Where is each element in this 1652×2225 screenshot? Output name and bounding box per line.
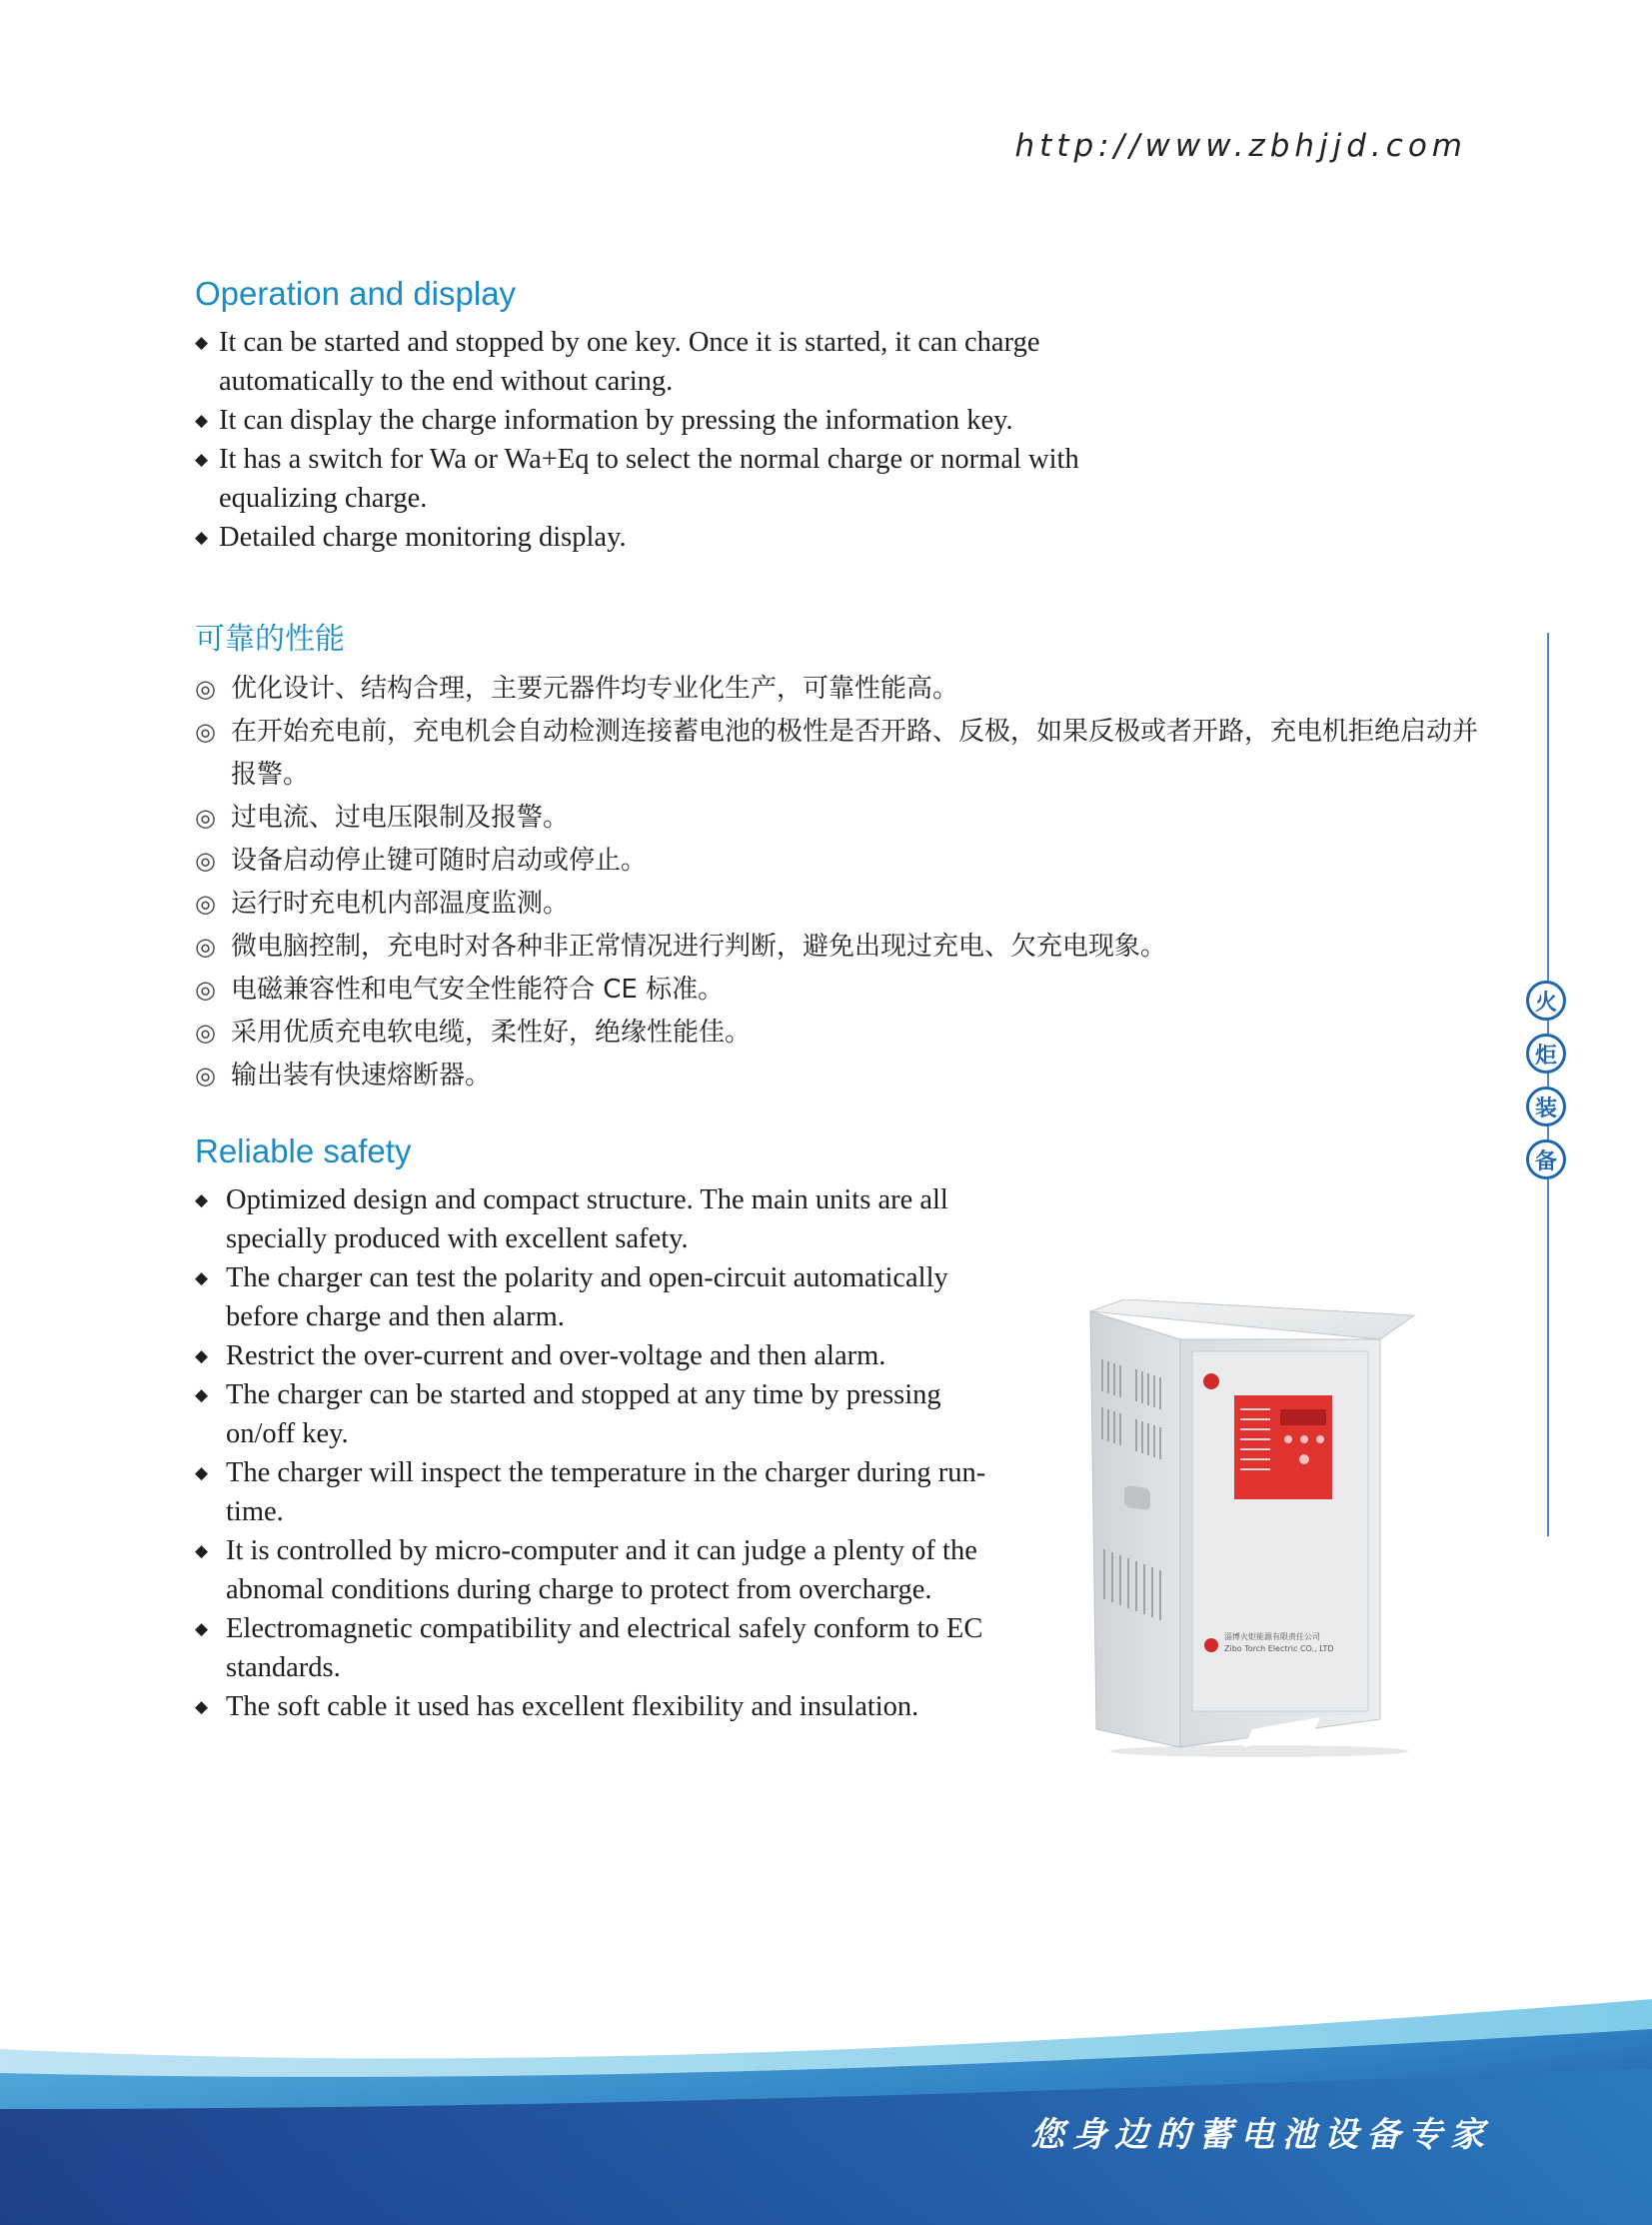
list-item: ◎ 设备启动停止键可随时启动或停止。 (195, 840, 1494, 883)
side-brand-char: 装 (1526, 1087, 1566, 1126)
footer-slogan: 您身边的蓄电池设备专家 (1030, 2115, 1492, 2155)
circle-bullet-icon: ◎ (195, 1062, 216, 1090)
list-item: ◎ 在开始充电前，充电机会自动检测连接蓄电池的极性是否开路、反极，如果反极或者开路，充电机拒绝启动并报警。 (195, 711, 1494, 797)
list-item: ◎ 运行时充电机内部温度监测。 (195, 883, 1494, 926)
side-brand-char: 火 (1526, 981, 1566, 1021)
list-item: ◆ Restrict the over-current and over-voltage and then alarm. (195, 1336, 994, 1375)
diamond-bullet-icon: ◆ (195, 411, 209, 430)
diamond-bullet-icon: ◆ (195, 1619, 209, 1638)
circle-bullet-icon: ◎ (195, 933, 216, 961)
diamond-bullet-icon: ◆ (195, 1190, 209, 1209)
diamond-bullet-icon: ◆ (195, 1346, 209, 1365)
diamond-bullet-icon: ◆ (195, 1463, 209, 1482)
list-item: ◆ The charger can test the polarity and open-circuit automatically before charge and then alarm. (195, 1258, 994, 1336)
operation-list (195, 323, 1194, 557)
list-item: ◆ Optimized design and compact structure. The main units are all specially produced with excellent safety. (195, 1180, 994, 1258)
operation-heading: Operation and display (195, 275, 517, 312)
list-item: ◆ Detailed charge monitoring display. (195, 518, 1194, 557)
cabinet-brand-text: 淄博火炬能源有限责任公司 (1224, 1632, 1320, 1641)
circle-bullet-icon: ◎ (195, 1019, 216, 1047)
diamond-bullet-icon: ◆ (195, 333, 209, 352)
list-item: ◆ The soft cable it used has excellent flexibility and insulation. (195, 1687, 994, 1726)
diamond-bullet-icon: ◆ (195, 1268, 209, 1287)
list-item: ◎ 采用优质充电软电缆，柔性好，绝缘性能佳。 (195, 1012, 1494, 1055)
circle-bullet-icon: ◎ (195, 675, 216, 703)
list-item: ◆ It can be started and stopped by one key. Once it is started, it can charge automatically to the end without caring. (195, 323, 1194, 401)
diamond-bullet-icon: ◆ (195, 450, 209, 469)
performance-cn-list (195, 668, 1494, 1098)
list-item: ◎ 微电脑控制，充电时对各种非正常情况进行判断，避免出现过充电、欠充电现象。 (195, 926, 1494, 969)
charger-cabinet-image (1084, 1299, 1424, 1759)
performance-cn-section (195, 614, 1494, 1098)
side-brand (1526, 981, 1566, 1192)
list-item: ◆ The charger will inspect the temperature in the charger during run-time. (195, 1453, 994, 1531)
list-item: ◆ It is controlled by micro-computer and it can judge a plenty of the abnomal conditions during charge to protect from overcharge. (195, 1531, 994, 1609)
circle-bullet-icon: ◎ (195, 804, 216, 832)
diamond-bullet-icon: ◆ (195, 1697, 209, 1716)
diamond-bullet-icon: ◆ (195, 528, 209, 547)
list-item: ◆ The charger can be started and stopped at any time by pressing on/off key. (195, 1375, 994, 1453)
circle-bullet-icon: ◎ (195, 890, 216, 918)
circle-bullet-icon: ◎ (195, 976, 216, 1004)
circle-bullet-icon: ◎ (195, 847, 216, 875)
diamond-bullet-icon: ◆ (195, 1385, 209, 1404)
list-item: ◆ It has a switch for Wa or Wa+Eq to select the normal charge or normal with equalizing charge. (195, 440, 1194, 518)
side-brand-char: 备 (1526, 1139, 1566, 1179)
side-brand-char: 炬 (1526, 1034, 1566, 1074)
safety-heading: Reliable safety (195, 1132, 412, 1169)
circle-bullet-icon: ◎ (195, 718, 216, 746)
list-item: ◆ It can display the charge information by pressing the information key. (195, 401, 1194, 440)
list-item: ◆ Electromagnetic compatibility and electrical safely conform to EC standards. (195, 1609, 994, 1687)
safety-section (195, 1132, 994, 1726)
diamond-bullet-icon: ◆ (195, 1541, 209, 1560)
safety-list (195, 1180, 994, 1726)
performance-cn-heading: 可靠的性能 (195, 622, 345, 657)
list-item: ◎ 过电流、过电压限制及报警。 (195, 797, 1494, 840)
list-item: ◎ 输出装有快速熔断器。 (195, 1055, 1494, 1098)
website-url: http://www.zbhjjd.com (1014, 128, 1467, 164)
operation-section (195, 275, 1194, 557)
cabinet-brand-text-en: Zibo Torch Electric CO., LTD (1224, 1644, 1334, 1653)
list-item: ◎ 电磁兼容性和电气安全性能符合 CE 标准。 (195, 969, 1494, 1012)
list-item: ◎ 优化设计、结构合理，主要元器件均专业化生产，可靠性能高。 (195, 668, 1494, 711)
